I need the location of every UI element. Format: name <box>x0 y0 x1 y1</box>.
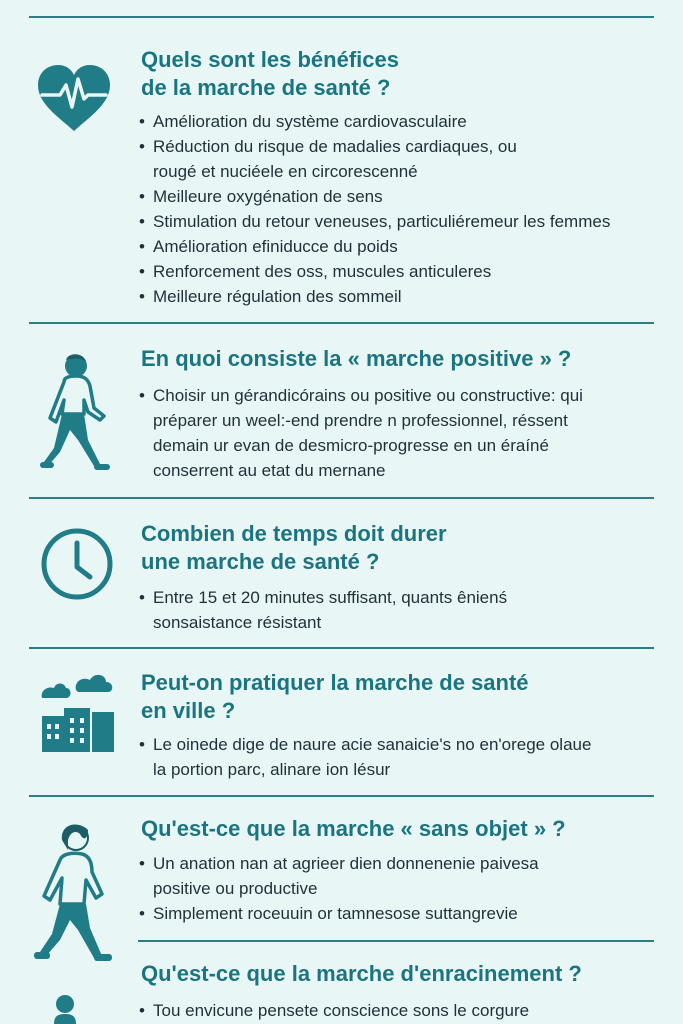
title-line: une marche de santé ? <box>141 549 380 574</box>
list-item: • Un anation nan at agrieer dien donnenenie paivesa positive ou productive <box>137 851 677 901</box>
divider <box>29 497 654 499</box>
title-line: Qu'est-ce que la marche « sans objet » ? <box>141 816 566 841</box>
title-line: Peut-on pratiquer la marche de santé <box>141 670 529 695</box>
divider <box>29 647 654 649</box>
city-icon <box>38 672 118 754</box>
section-title <box>141 520 661 576</box>
standing-person-icon <box>50 994 80 1024</box>
bullet-list <box>137 998 677 1023</box>
list-item: • Stimulation du retour veneuses, particuliéremeur les femmes <box>137 209 677 234</box>
list-item: • Amélioration efiniducce du poids <box>137 234 677 259</box>
title-line: en ville ? <box>141 698 236 723</box>
list-item: • Entre 15 et 20 minutes suffisant, quants ênienś sonsaistance résistant <box>137 585 677 635</box>
list-item: • Meilleure oxygénation de sens <box>137 184 677 209</box>
section-title <box>141 960 661 988</box>
divider <box>29 322 654 324</box>
bullet-list <box>137 851 677 926</box>
section-title <box>141 46 661 102</box>
title-line: Quels sont les bénéfices <box>141 47 399 72</box>
title-line: Qu'est-ce que la marche d'enracinement ? <box>141 961 582 986</box>
list-item: • Choisir un gérandicórains ou positive ou constructive: qui préparer un weel:-end prendre n professionnel, réssent demain ur evan de desmicro-progresse en un éraíné conserrent au etat du mernane <box>137 383 677 483</box>
bullet-list <box>137 585 677 635</box>
list-item: • Renforcement des oss, muscules anticuleres <box>137 259 677 284</box>
section-title <box>141 345 661 373</box>
walking-woman-icon <box>30 820 114 966</box>
list-item: • Amélioration du système cardiovasculaire <box>137 109 677 134</box>
section-title <box>141 815 661 843</box>
title-line: de la marche de santé ? <box>141 75 391 100</box>
divider <box>29 16 654 18</box>
section-title <box>141 669 661 725</box>
title-line: Combien de temps doit durer <box>141 521 447 546</box>
list-item: • Réduction du risque de madalies cardiaques, ou rougé et nuciéele en circorescenné <box>137 134 677 184</box>
list-item: • Meilleure régulation des sommeil <box>137 284 677 309</box>
bullet-list <box>137 109 677 309</box>
heart-pulse-icon <box>36 63 112 133</box>
list-item: • Simplement roceuuin or tamnesose suttangrevie <box>137 901 677 926</box>
list-item: • Tou envicune pensete conscience sons le corgure <box>137 998 677 1023</box>
divider <box>29 795 654 797</box>
bullet-list <box>137 383 677 483</box>
bullet-list <box>137 732 677 782</box>
clock-icon <box>40 527 114 601</box>
walking-person-icon <box>38 352 116 478</box>
list-item: • Le oinede dige de naure acie sanaicie's no en'orege olaue la portion parc, alinare ion lésur <box>137 732 677 782</box>
title-line: En quoi consiste la « marche positive » ? <box>141 346 572 371</box>
divider <box>138 940 654 942</box>
